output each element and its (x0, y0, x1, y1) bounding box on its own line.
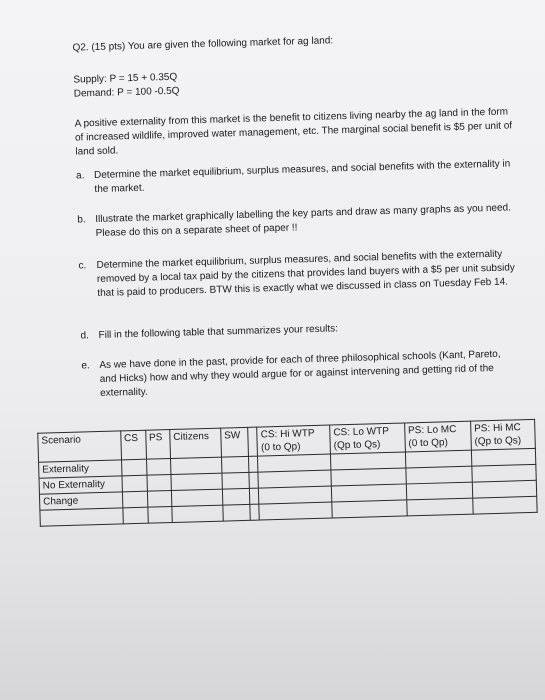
table-cell (472, 480, 537, 498)
table-cell (405, 450, 472, 468)
table-cell (221, 456, 249, 473)
header-cs: CS (120, 430, 146, 460)
header-ps-hi-mc (470, 419, 535, 450)
header-ps-lo-mc-range: (0 to Qp) (408, 437, 449, 450)
table-cell (223, 504, 251, 521)
table-gap-cell (250, 488, 259, 504)
table-cell (147, 491, 172, 508)
item-a-marker: a. (75, 170, 85, 182)
table-gap-cell (249, 472, 258, 488)
row-label-change: Change (39, 492, 122, 510)
table-cell (222, 472, 250, 489)
item-b-text: Illustrate the market graphically labelling the key parts and draw as many graphs as you need. Please do this on a separate sheet of paper !! (95, 202, 512, 240)
item-d (80, 317, 520, 342)
question-title: Q2. (15 pts) You are given the following market for ag land: (72, 35, 334, 54)
row-label-no-externality: No Externality (39, 476, 122, 494)
table-cell (473, 496, 538, 514)
table-cell (122, 491, 147, 508)
table-cell (40, 508, 123, 526)
table-cell (406, 466, 473, 484)
results-table (37, 419, 537, 527)
table-gap-cell (250, 504, 259, 520)
header-cs-lo-wtp (330, 423, 405, 454)
table-cell (406, 498, 473, 516)
table-cell (259, 502, 332, 520)
header-ps: PS (145, 430, 170, 460)
table-cell (172, 505, 223, 522)
item-b (77, 201, 517, 240)
table-cell (471, 448, 536, 466)
header-cs-hi-wtp-label: CS: Hi WTP (260, 427, 315, 441)
header-cs-hi-wtp-range: (0 to Qp) (260, 441, 301, 454)
item-e-marker: e. (81, 360, 90, 372)
item-e (81, 347, 521, 399)
externality-paragraph: A positive externality from this market is the benefit to citizens living nearby the ag land in the form of increased wildlife, improved water management, etc. The marginal social benefit is $5 per unit of land sold. (74, 106, 513, 158)
supply-equation: Supply: P = 15 + 0.35Q (73, 71, 178, 86)
header-cs-lo-wtp-range: (Qp to Qs) (333, 439, 381, 452)
item-a (75, 157, 516, 196)
header-citizens: Citizens (170, 428, 222, 458)
item-a-text: Determine the market equilibrium, surplus measures, and social benefits with the externality in the market. (93, 158, 511, 196)
header-ps-hi-mc-label: PS: Hi MC (473, 422, 521, 435)
table-cell (170, 457, 221, 474)
item-e-text: As we have done in the past, provide for each of three philosophical schools (Kant, Pareto, and Hicks) how and why they would argue for or against intervening and getting rid of the externality. (99, 348, 501, 399)
table-cell (123, 507, 148, 524)
item-c-text: Determine the market equilibrium, surplus measures, and social benefits with the externality removed by a local tax paid by the citizens that provides land buyers with a $5 per unit subsidy that is paid to producers. BTW this is exactly what we discussed in class on Tuesday Feb 14. (96, 248, 515, 300)
table-cell (171, 473, 222, 490)
table-cell (147, 507, 172, 524)
header-ps-hi-mc-range: (Qp to Qs) (474, 435, 522, 448)
header-ps-lo-mc-label: PS: Lo MC (407, 424, 457, 437)
table-cell (171, 489, 222, 506)
table-cell (147, 475, 172, 492)
table-cell (222, 488, 250, 505)
header-cs-hi-wtp (257, 425, 330, 456)
table-gap-cell (249, 456, 258, 472)
item-c (78, 247, 518, 300)
question-sheet (41, 17, 528, 508)
table-cell (122, 475, 147, 492)
header-scenario: Scenario (38, 431, 121, 462)
table-cell (332, 500, 407, 518)
header-ps-lo-mc (404, 421, 471, 452)
item-d-marker: d. (80, 330, 90, 342)
row-label-externality: Externality (39, 460, 122, 478)
demand-equation: Demand: P = 100 -0.5Q (73, 85, 180, 100)
table-cell (472, 464, 537, 482)
table-cell (406, 482, 473, 500)
item-c-marker: c. (78, 260, 87, 272)
table-cell (121, 459, 146, 476)
table-cell (146, 459, 171, 476)
header-cs-lo-wtp-label: CS: Lo WTP (333, 425, 390, 439)
header-sw: SW (220, 427, 248, 457)
item-d-text: Fill in the following table that summarizes your results: (98, 323, 339, 341)
item-b-marker: b. (77, 214, 86, 226)
